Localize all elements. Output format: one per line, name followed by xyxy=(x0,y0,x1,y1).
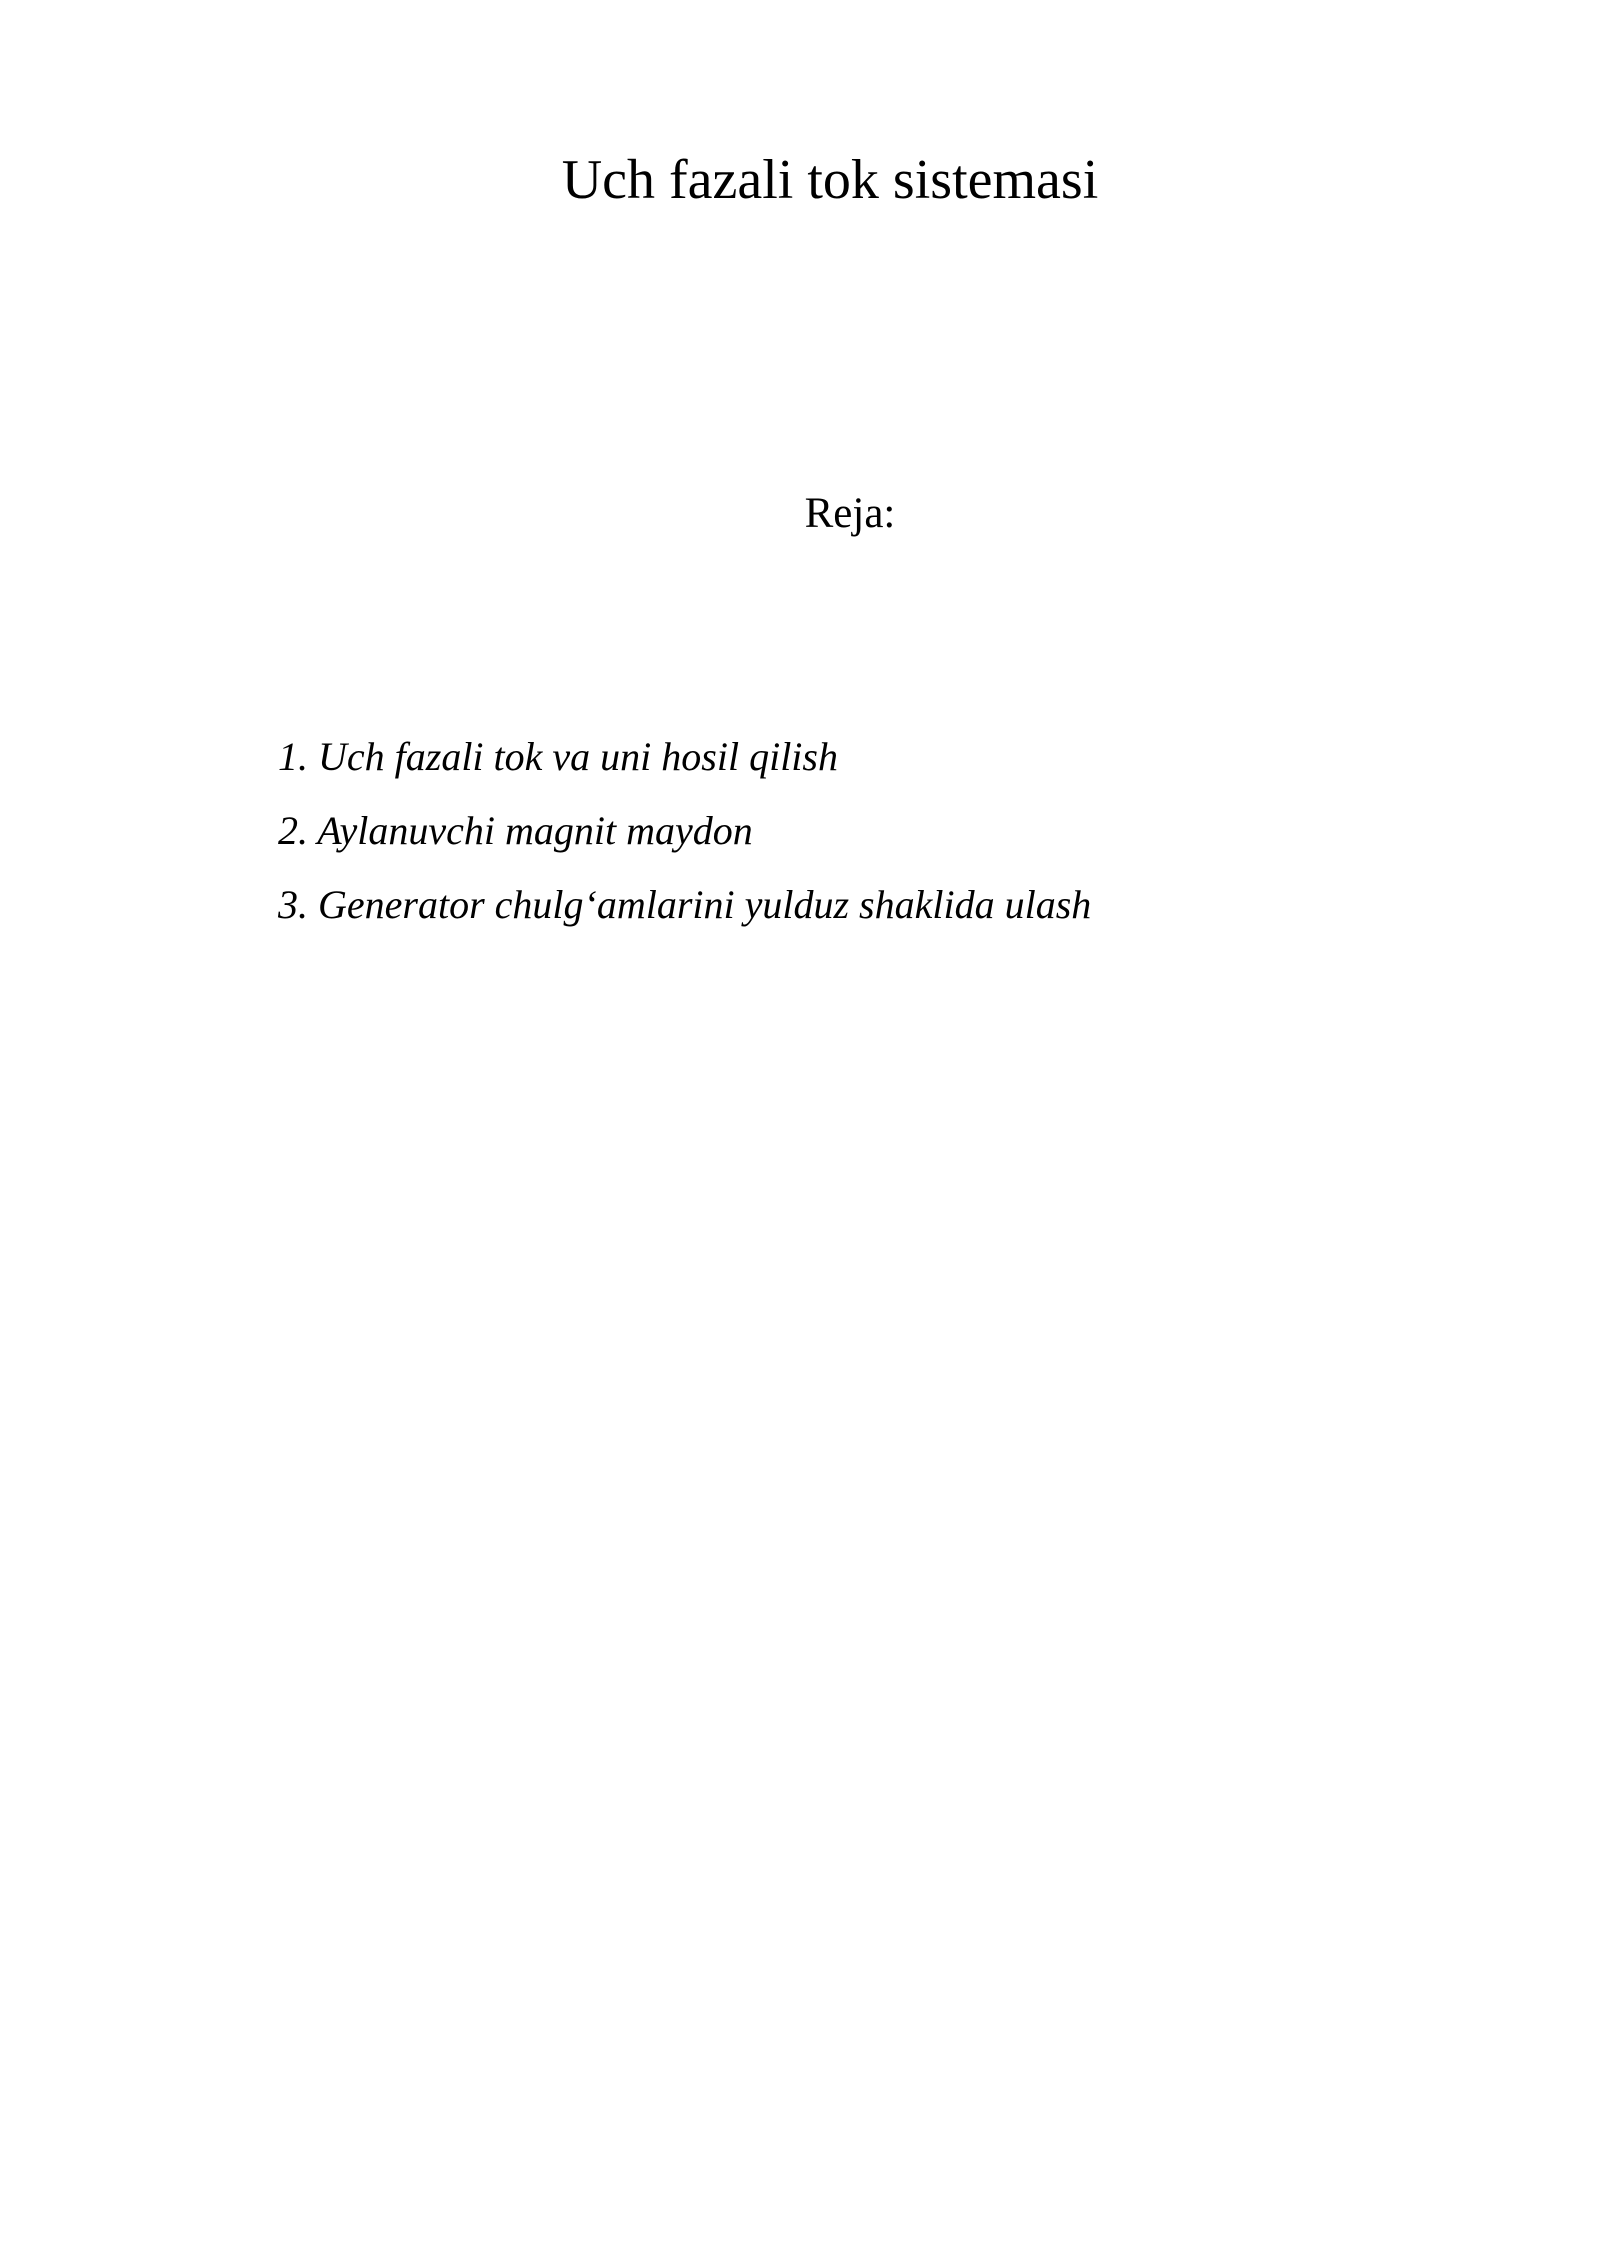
plan-heading: Reja: xyxy=(804,490,896,537)
plan-item: 1. Uch fazali tok va uni hosil qilish xyxy=(278,734,838,779)
plan-item: 3. Generator chulg‘amlarini yulduz shaklida ulash xyxy=(278,882,1092,927)
plan-list xyxy=(278,720,1091,942)
plan-item: 2. Aylanuvchi magnit maydon xyxy=(278,808,753,853)
document-title: Uch fazali tok sistemasi xyxy=(561,149,1099,211)
